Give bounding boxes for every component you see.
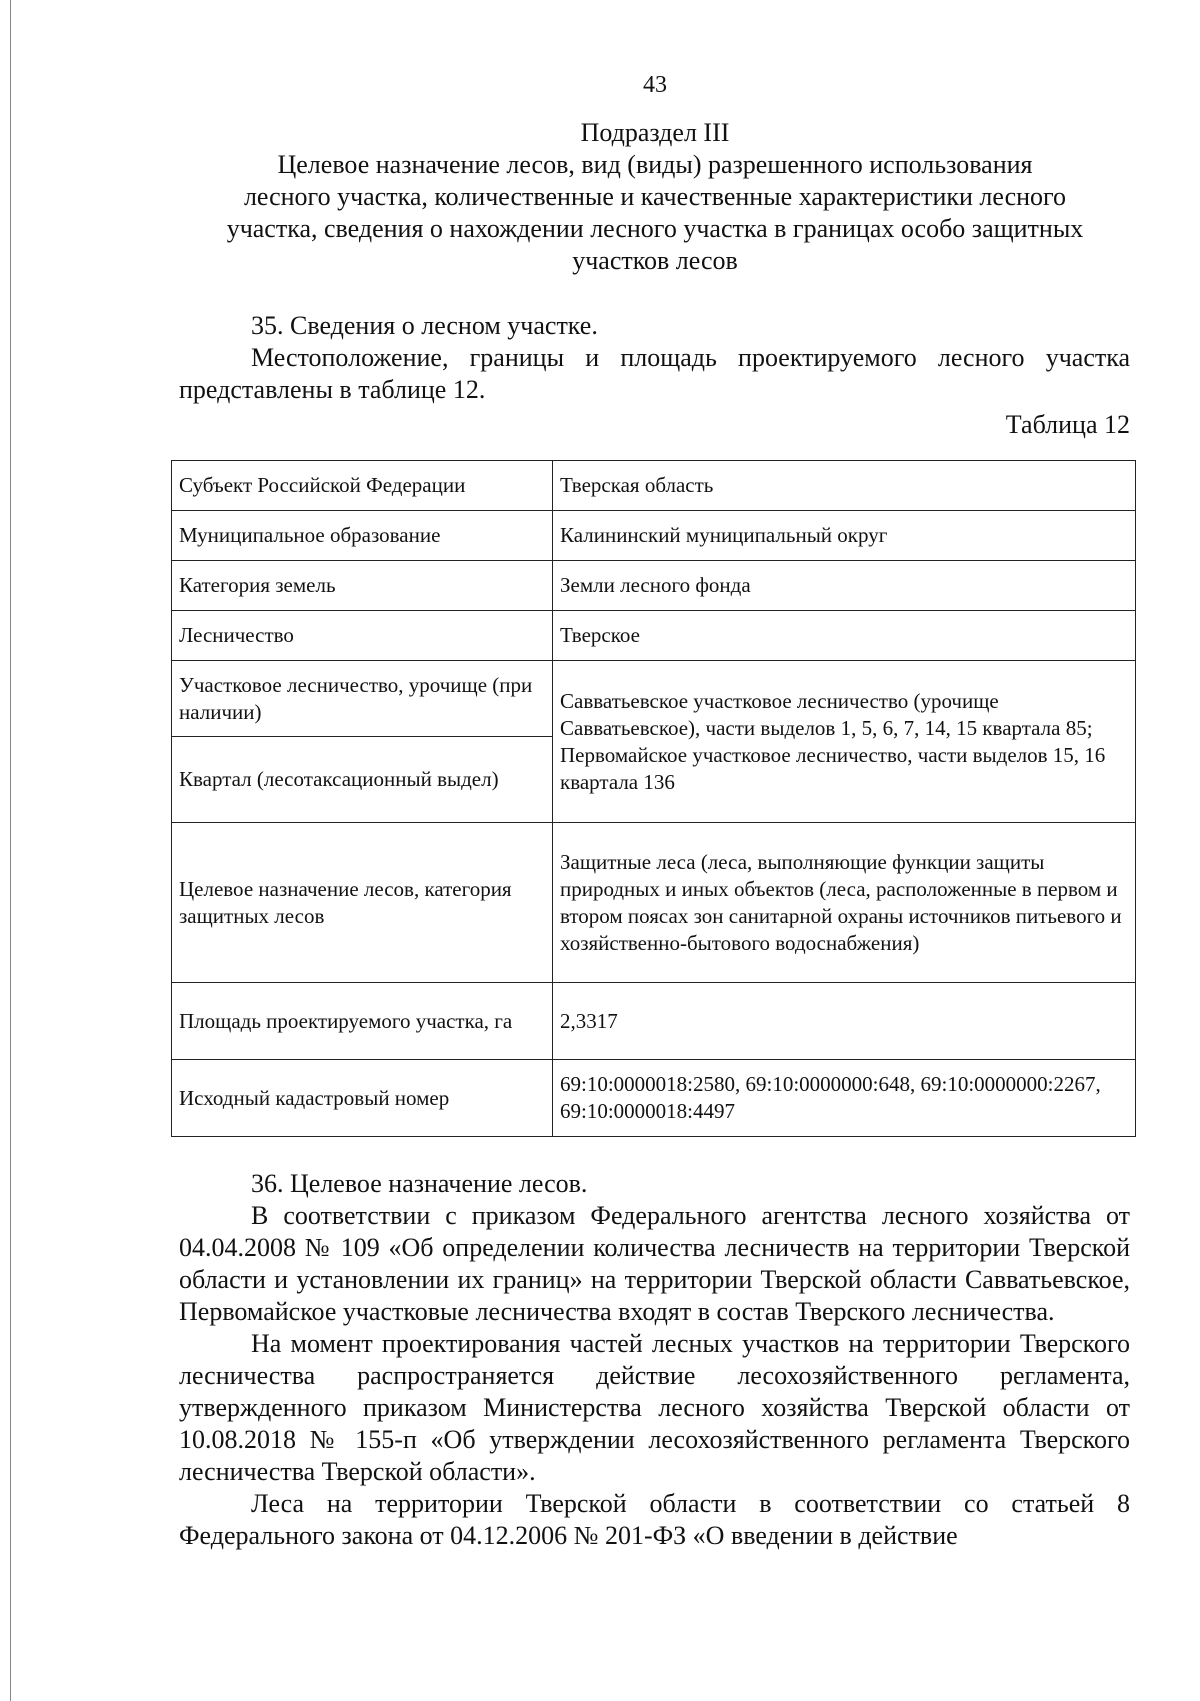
section-35-title: 35. Сведения о лесном участке. <box>251 311 598 340</box>
table-label-cell: Участковое лесничество, урочище (при наличии) <box>172 661 553 737</box>
table-row <box>172 561 1136 611</box>
section-36-paragraph-1: В соответствии с приказом Федерального агентства лесного хозяйства от 04.04.2008 № 109 «Об определении количества лесничеств на территории Тверской области и установлении их границ» на территории Тверской области Савватьевское, Первомайское участковые лесничества входят в состав Тверского лесничества. <box>179 1201 1130 1326</box>
section-36-paragraph-3: Леса на территории Тверской области в соответствии со статьей 8 Федерального закона от 04.12.2006 № 201-ФЗ «О введении в действие <box>179 1489 1130 1550</box>
section-36 <box>179 1168 1130 1552</box>
subsection-heading <box>175 117 1135 277</box>
section-35-text: Местоположение, границы и площадь проектируемого лесного участка представлены в таблице 12. <box>179 343 1130 404</box>
table-value-cell: Земли лесного фонда <box>553 561 1136 611</box>
section-36-title: 36. Целевое назначение лесов. <box>251 1169 588 1198</box>
table-value-cell: Калининский муниципальный округ <box>553 511 1136 561</box>
table-label-cell: Лесничество <box>172 611 553 661</box>
heading-line-4: участков лесов <box>572 246 738 275</box>
table-value-cell: Тверская область <box>553 461 1136 511</box>
heading-line-3: участка, сведения о нахождении лесного участка в границах особо защитных <box>226 214 1084 243</box>
table-row <box>172 661 1136 737</box>
table-label-cell: Квартал (лесотаксационный выдел) <box>172 737 553 823</box>
page-number: 43 <box>643 72 667 98</box>
land-plot-table <box>171 460 1136 1137</box>
table-label-cell: Муниципальное образование <box>172 511 553 561</box>
table-value-cell: Защитные леса (леса, выполняющие функции защиты природных и иных объектов (леса, расположенные в первом и втором поясах зон санитарной охраны источников питьевого и хозяйственно-бытового водоснабжения) <box>553 823 1136 983</box>
table-label-cell: Субъект Российской Федерации <box>172 461 553 511</box>
section-35 <box>179 310 1130 406</box>
scan-edge-line <box>10 0 11 1701</box>
section-36-paragraph-2: На момент проектирования частей лесных участков на территории Тверского лесничества распространяется действие лесохозяйственного регламента, утвержденного приказом Министерства лесного хозяйства Тверской области от 10.08.2018 № 155-п «Об утверждении лесохозяйственного регламента Тверского лесничества Тверской области». <box>179 1329 1130 1486</box>
table-row <box>172 511 1136 561</box>
heading-line-2: лесного участка, количественные и качественные характеристики лесного <box>243 182 1067 211</box>
table-row <box>172 1060 1136 1137</box>
table-row <box>172 461 1136 511</box>
subsection-title: Подраздел III <box>580 118 730 147</box>
table-label-cell: Категория земель <box>172 561 553 611</box>
table-label-cell: Площадь проектируемого участка, га <box>172 983 553 1060</box>
table-label-cell: Исходный кадастровый номер <box>172 1060 553 1137</box>
table-value-cell: 2,3317 <box>553 983 1136 1060</box>
table-caption: Таблица 12 <box>1005 410 1130 439</box>
table-label-cell: Целевое назначение лесов, категория защитных лесов <box>172 823 553 983</box>
table-row <box>172 611 1136 661</box>
table-row <box>172 983 1136 1060</box>
table-value-cell: Савватьевское участковое лесничество (урочище Савватьевское), части выделов 1, 5, 6, 7, 14, 15 квартала 85; Первомайское участковое лесничество, части выделов 15, 16 квартала 136 <box>553 661 1136 823</box>
table-value-cell: 69:10:0000018:2580, 69:10:0000000:648, 69:10:0000000:2267, 69:10:0000018:4497 <box>553 1060 1136 1137</box>
heading-line-1: Целевое назначение лесов, вид (виды) разрешенного использования <box>277 150 1033 179</box>
table-row <box>172 823 1136 983</box>
table-value-cell: Тверское <box>553 611 1136 661</box>
